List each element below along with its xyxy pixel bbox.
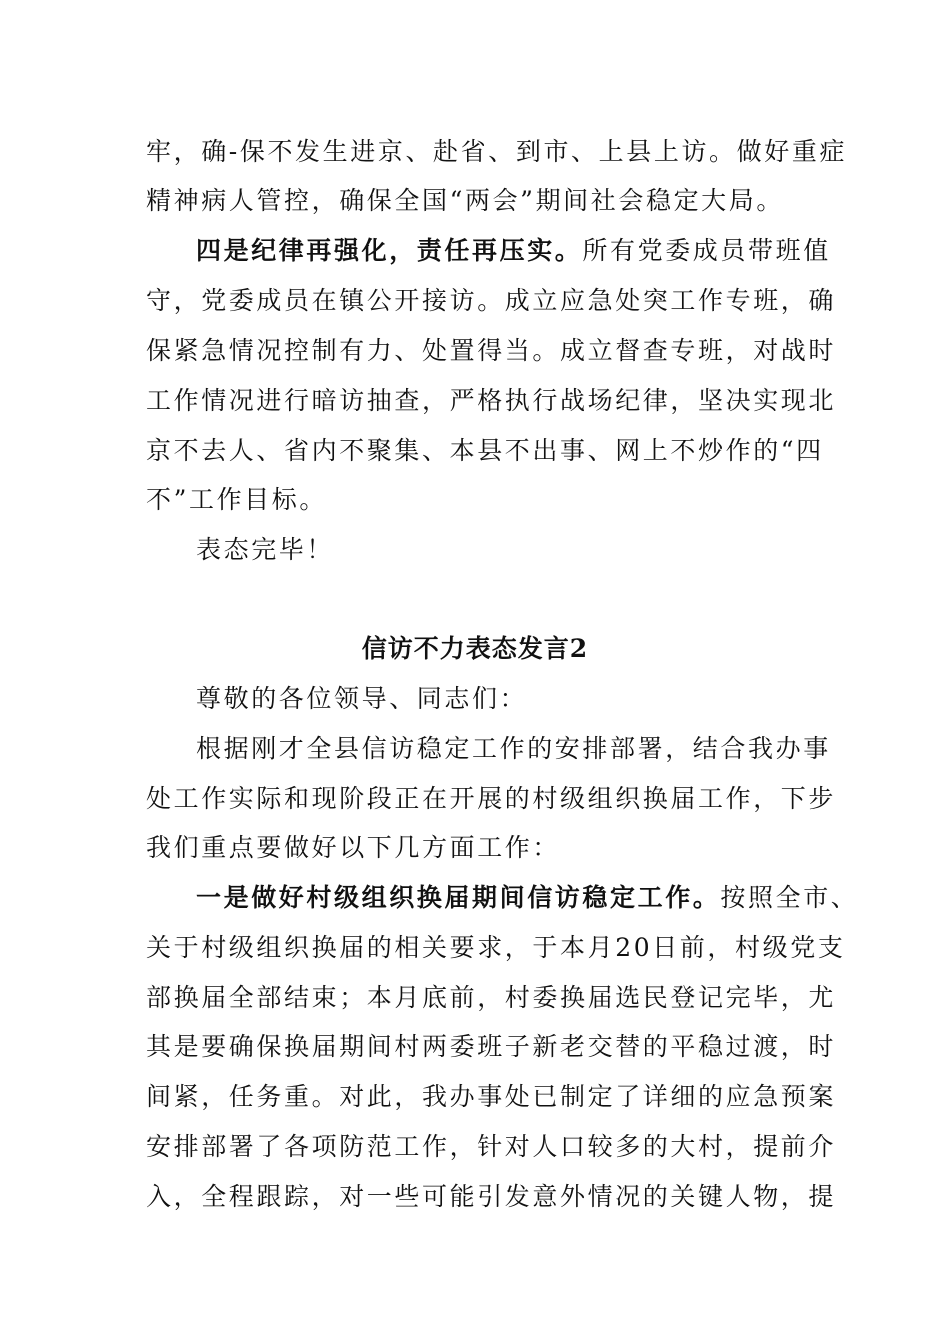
section-title: 信访不力表态发言2 bbox=[361, 634, 589, 663]
text-line: 入，全程跟踪，对一些可能引发意外情况的关键人物，提 bbox=[146, 1182, 837, 1211]
text-line: 不”工作目标。 bbox=[146, 485, 327, 514]
greeting: 尊敬的各位领导、同志们： bbox=[196, 684, 528, 713]
closing-line: 表态完毕！ bbox=[196, 535, 335, 564]
text-line: 守，党委成员在镇公开接访。成立应急处突工作专班，确 bbox=[146, 286, 837, 315]
text-line: 工作情况进行暗访抽查，严格执行战场纪律，坚决实现北 bbox=[146, 386, 837, 415]
text-line: 部换届全部结束；本月底前，村委换届选民登记完毕，尤 bbox=[146, 983, 837, 1012]
text-line: 安排部署了各项防范工作，针对人口较多的大村，提前介 bbox=[146, 1132, 837, 1161]
text-line: 根据刚才全县信访稳定工作的安排部署，结合我办事 bbox=[196, 734, 831, 763]
text-line: 间紧，任务重。对此，我办事处已制定了详细的应急预案 bbox=[146, 1082, 837, 1111]
text-line: 其是要确保换届期间村两委班子新老交替的平稳过渡，时 bbox=[146, 1032, 837, 1061]
paragraph-heading: 四是纪律再强化，责任再压实。 bbox=[196, 236, 583, 265]
paragraph-text: 所有党委成员带班值 bbox=[582, 236, 831, 265]
text-line: 牢，确-保不发生进京、赴省、到市、上县上访。做好重症 bbox=[146, 137, 848, 166]
paragraph-one bbox=[196, 883, 858, 913]
text-line: 我们重点要做好以下几方面工作： bbox=[146, 833, 561, 862]
paragraph-text: 按照全市、 bbox=[720, 883, 859, 912]
text-line: 京不去人、省内不聚集、本县不出事、网上不炒作的“四 bbox=[146, 436, 824, 465]
text-line: 处工作实际和现阶段正在开展的村级组织换届工作，下步 bbox=[146, 784, 837, 813]
text-line: 精神病人管控，确保全国“两会”期间社会稳定大局。 bbox=[146, 186, 784, 215]
paragraph-four bbox=[196, 236, 831, 266]
text-line: 关于村级组织换届的相关要求，于本月20日前，村级党支 bbox=[146, 933, 846, 962]
text-line: 保紧急情况控制有力、处置得当。成立督查专班，对战时 bbox=[146, 336, 837, 365]
paragraph-heading: 一是做好村级组织换届期间信访稳定工作。 bbox=[196, 883, 721, 912]
